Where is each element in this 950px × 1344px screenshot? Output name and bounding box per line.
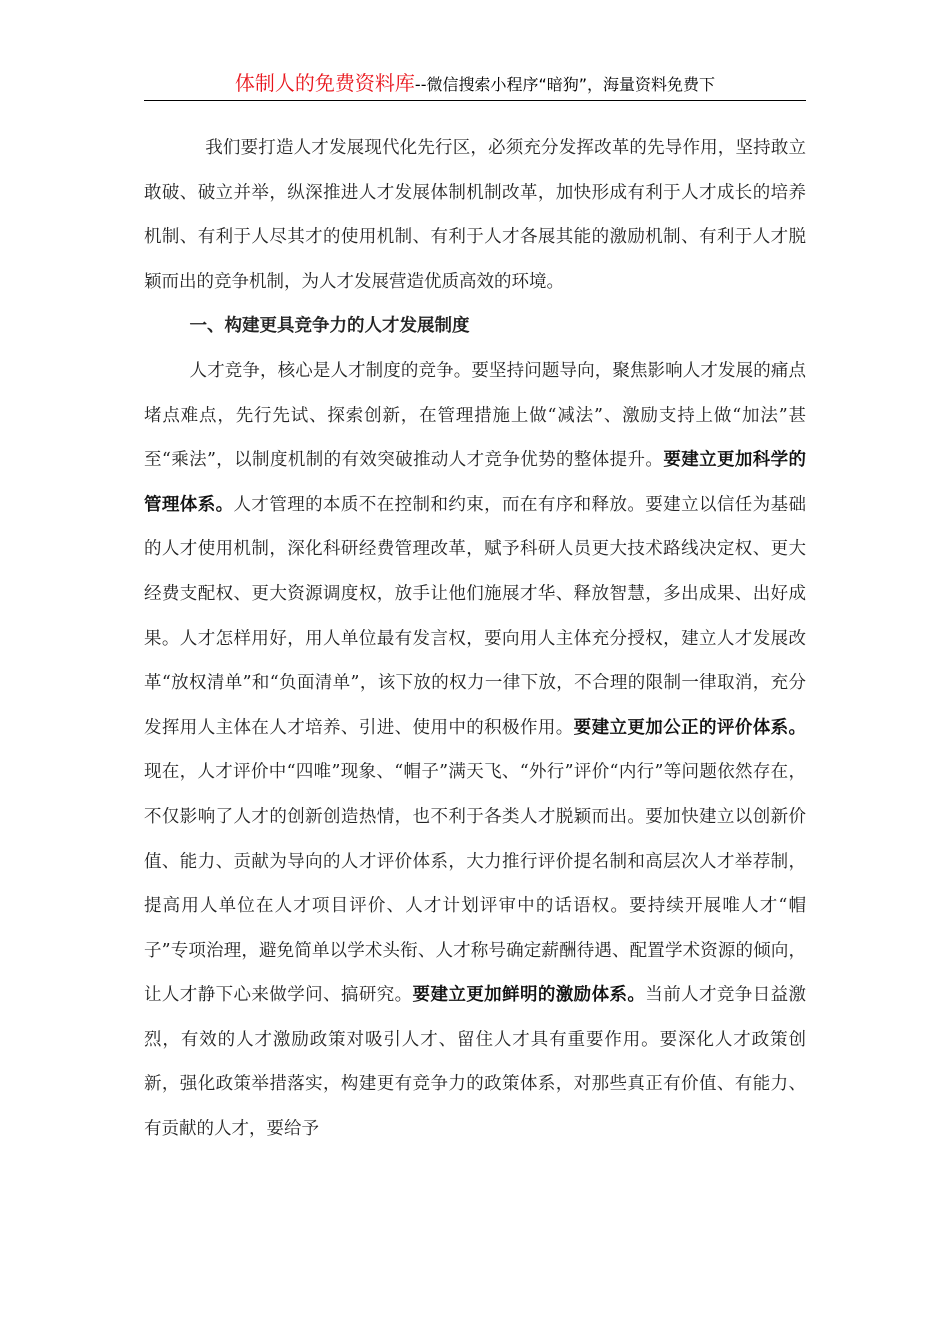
bold-phrase-management: 要建立更加科学的管理体系。	[144, 450, 806, 515]
paragraph-text: 现在，人才评价中“四唯”现象、“帽子”满天飞、“外行”评价“内行”等问题依然存在，不仅影响了人才的创新创造热情，也不利于各类人才脱颖而出。要加快建立以创新价值、能力、贡献为导向的人才评价体系，大力推行评价提名制和高层次人才举荐制，提高用人单位在人才项目评价、人才计划评审中的话语权。要持续开展唯人才“帽子”专项治理，避免简单以学术头衔、人才称号确定薪酬待遇、配置学术资源的倾向，让人才静下心来做学问、搞研究。	[144, 762, 806, 1006]
header-brand: 体制人的免费资料库	[234, 71, 415, 95]
paragraph-text: 当前人才竞争日益激烈，有效的人才激励政策对吸引人才、留住人才具有重要作用。要深化人才政策创新，强化政策举措落实，构建更有竞争力的政策体系，对那些真正有价值、有能力、有贡献的人才，要给予	[144, 985, 807, 1140]
paragraph-lead: 人才竞争，核心是人才制度的竞争。要坚持问题导向，聚焦影响人才发展的痛点堵点难点，先行先试、探索创新，在管理措施上做“减法”、激励支持上做“加法”甚至“乘法”，以制度机制的有效突破推动人才竞争优势的整体提升。	[144, 360, 806, 471]
document-body	[144, 126, 806, 1152]
section-heading: 一、构建更具竞争力的人才发展制度	[189, 316, 470, 337]
body-paragraph	[144, 349, 806, 1152]
bold-phrase-incentive: 要建立更加鲜明的激励体系。	[412, 985, 646, 1006]
page-header	[144, 66, 806, 101]
header-tagline: --微信搜索小程序“暗狗”，海量资料免费下	[414, 75, 716, 94]
intro-paragraph: 我们要打造人才发展现代化先行区，必须充分发挥改革的先导作用，坚持敢立敢破、破立并举，纵深推进人才发展体制机制改革，加快形成有利于人才成长的培养机制、有利于人尽其才的使用机制、有利于人才各展其能的激励机制、有利于人才脱颖而出的竞争机制，为人才发展营造优质高效的环境。	[144, 138, 806, 292]
paragraph-text: 人才管理的本质不在控制和约束，而在有序和释放。要建立以信任为基础的人才使用机制，深化科研经费管理改革，赋予科研人员更大技术路线决定权、更大经费支配权、更大资源调度权，放手让他们施展才华、释放智慧，多出成果、出好成果。人才怎样用好，用人单位最有发言权，要向用人主体充分授权，建立人才发展改革“放权清单”和“负面清单”，该下放的权力一律下放，不合理的限制一律取消，充分发挥用人主体在人才培养、引进、使用中的积极作用。	[144, 494, 806, 738]
bold-phrase-evaluation: 要建立更加公正的评价体系。	[573, 717, 807, 738]
